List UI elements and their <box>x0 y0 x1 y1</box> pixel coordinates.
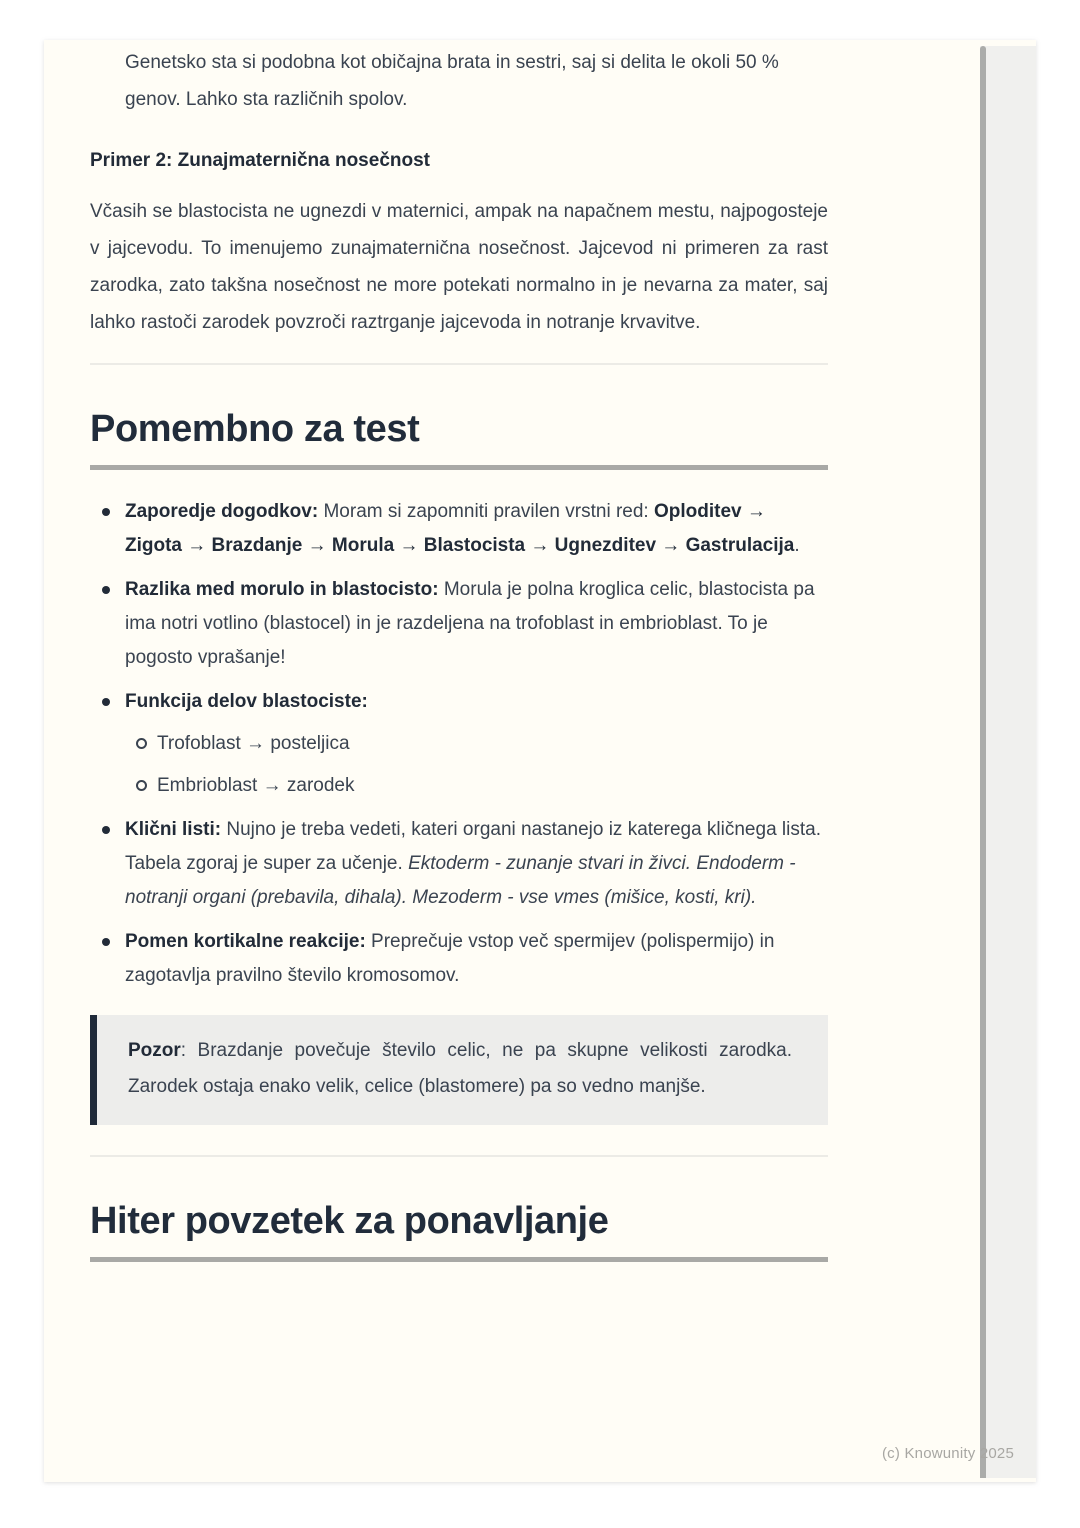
list-item-sequence <box>125 495 828 563</box>
warning-callout <box>90 1015 828 1125</box>
list-item-kortikalna-reakcija <box>125 925 828 993</box>
list-item-italic-note: Ektoderm - zunanje stvari in živci. Endoderm - notranji organi (prebavila, dihala). Mezoderm - vse vmes (mišice, kosti, kri). <box>125 853 796 908</box>
list-item-text: Morula je polna kroglica celic, blastocista pa ima notri votlino (blastocel) in je razdeljena na trofoblast in embrioblast. To je pogosto vprašanje! <box>125 579 815 668</box>
blastocista-sublist <box>125 727 828 803</box>
list-item-text: Preprečuje vstop več spermijev (polispermijo) in zagotavlja pravilno število kromosomov. <box>125 931 775 986</box>
intro-paragraph: Genetsko sta si podobna kot običajna brata in sestri, saj si delita le okoli 50 % genov. Lahko sta različnih spolov. <box>125 52 779 110</box>
list-item-lead: Pomen kortikalne reakcije: <box>125 931 366 952</box>
sublist-item-trofoblast: Trofoblast → posteljica <box>157 727 828 761</box>
document-content <box>90 40 828 1262</box>
section-title-summary: Hiter povzetek za ponavljanje <box>90 1200 609 1242</box>
sublist-item-embrioblast: Embrioblast → zarodek <box>157 769 828 803</box>
important-list <box>90 495 828 993</box>
heading-underline <box>90 1257 828 1262</box>
list-item-blastocista-functions <box>125 685 828 803</box>
heading-underline <box>90 465 828 470</box>
list-item-period: . <box>794 535 800 556</box>
section-divider <box>90 363 828 365</box>
list-item-bold-sequence: Oploditev → Zigota → Brazdanje → Morula → Blastocista → Ugnezditev → Gastrulacija <box>125 501 795 556</box>
document-page <box>44 40 1036 1482</box>
list-item-lead: Klični listi: <box>125 819 222 840</box>
section-title-important: Pomembno za test <box>90 408 420 450</box>
callout-lead: Pozor <box>128 1040 181 1061</box>
scrollbar-track[interactable] <box>980 46 1036 1478</box>
section-divider <box>90 1155 828 1157</box>
list-item-text: Nujno je treba vedeti, kateri organi nastanejo iz katerega kličnega lista. Tabela zgoraj je super za učenje. <box>125 819 821 874</box>
list-item-lead: Zaporedje dogodkov: <box>125 501 319 522</box>
scrollbar-thumb[interactable] <box>980 46 986 1478</box>
list-item-klicni-listi <box>125 813 828 915</box>
callout-text: : Brazdanje povečuje število celic, ne pa skupne velikosti zarodka. Zarodek ostaja enako velik, celice (blastomere) pa so vedno manjše. <box>128 1040 792 1097</box>
copyright-notice: (c) Knowunity 2025 <box>881 1445 1014 1462</box>
primer2-paragraph: Včasih se blastocista ne ugnezdi v maternici, ampak na napačnem mestu, najpogosteje v jajcevodu. To imenujemo zunajmaternična nosečnost. Jajcevod ni primeren za rast zarodka, zato takšna nosečnost ne more potekati normalno in je nevarna za mater, saj lahko rastoči zarodek povzroči raztrganje jajcevoda in notranje krvavitve. <box>90 201 828 333</box>
list-item-text: Moram si zapomniti pravilen vrstni red: <box>318 501 654 522</box>
primer2-heading: Primer 2: Zunajmaternična nosečnost <box>90 150 430 171</box>
list-item-lead: Razlika med morulo in blastocisto: <box>125 579 439 600</box>
list-item-lead: Funkcija delov blastociste: <box>125 691 368 712</box>
list-item-morula-blastocista <box>125 573 828 675</box>
